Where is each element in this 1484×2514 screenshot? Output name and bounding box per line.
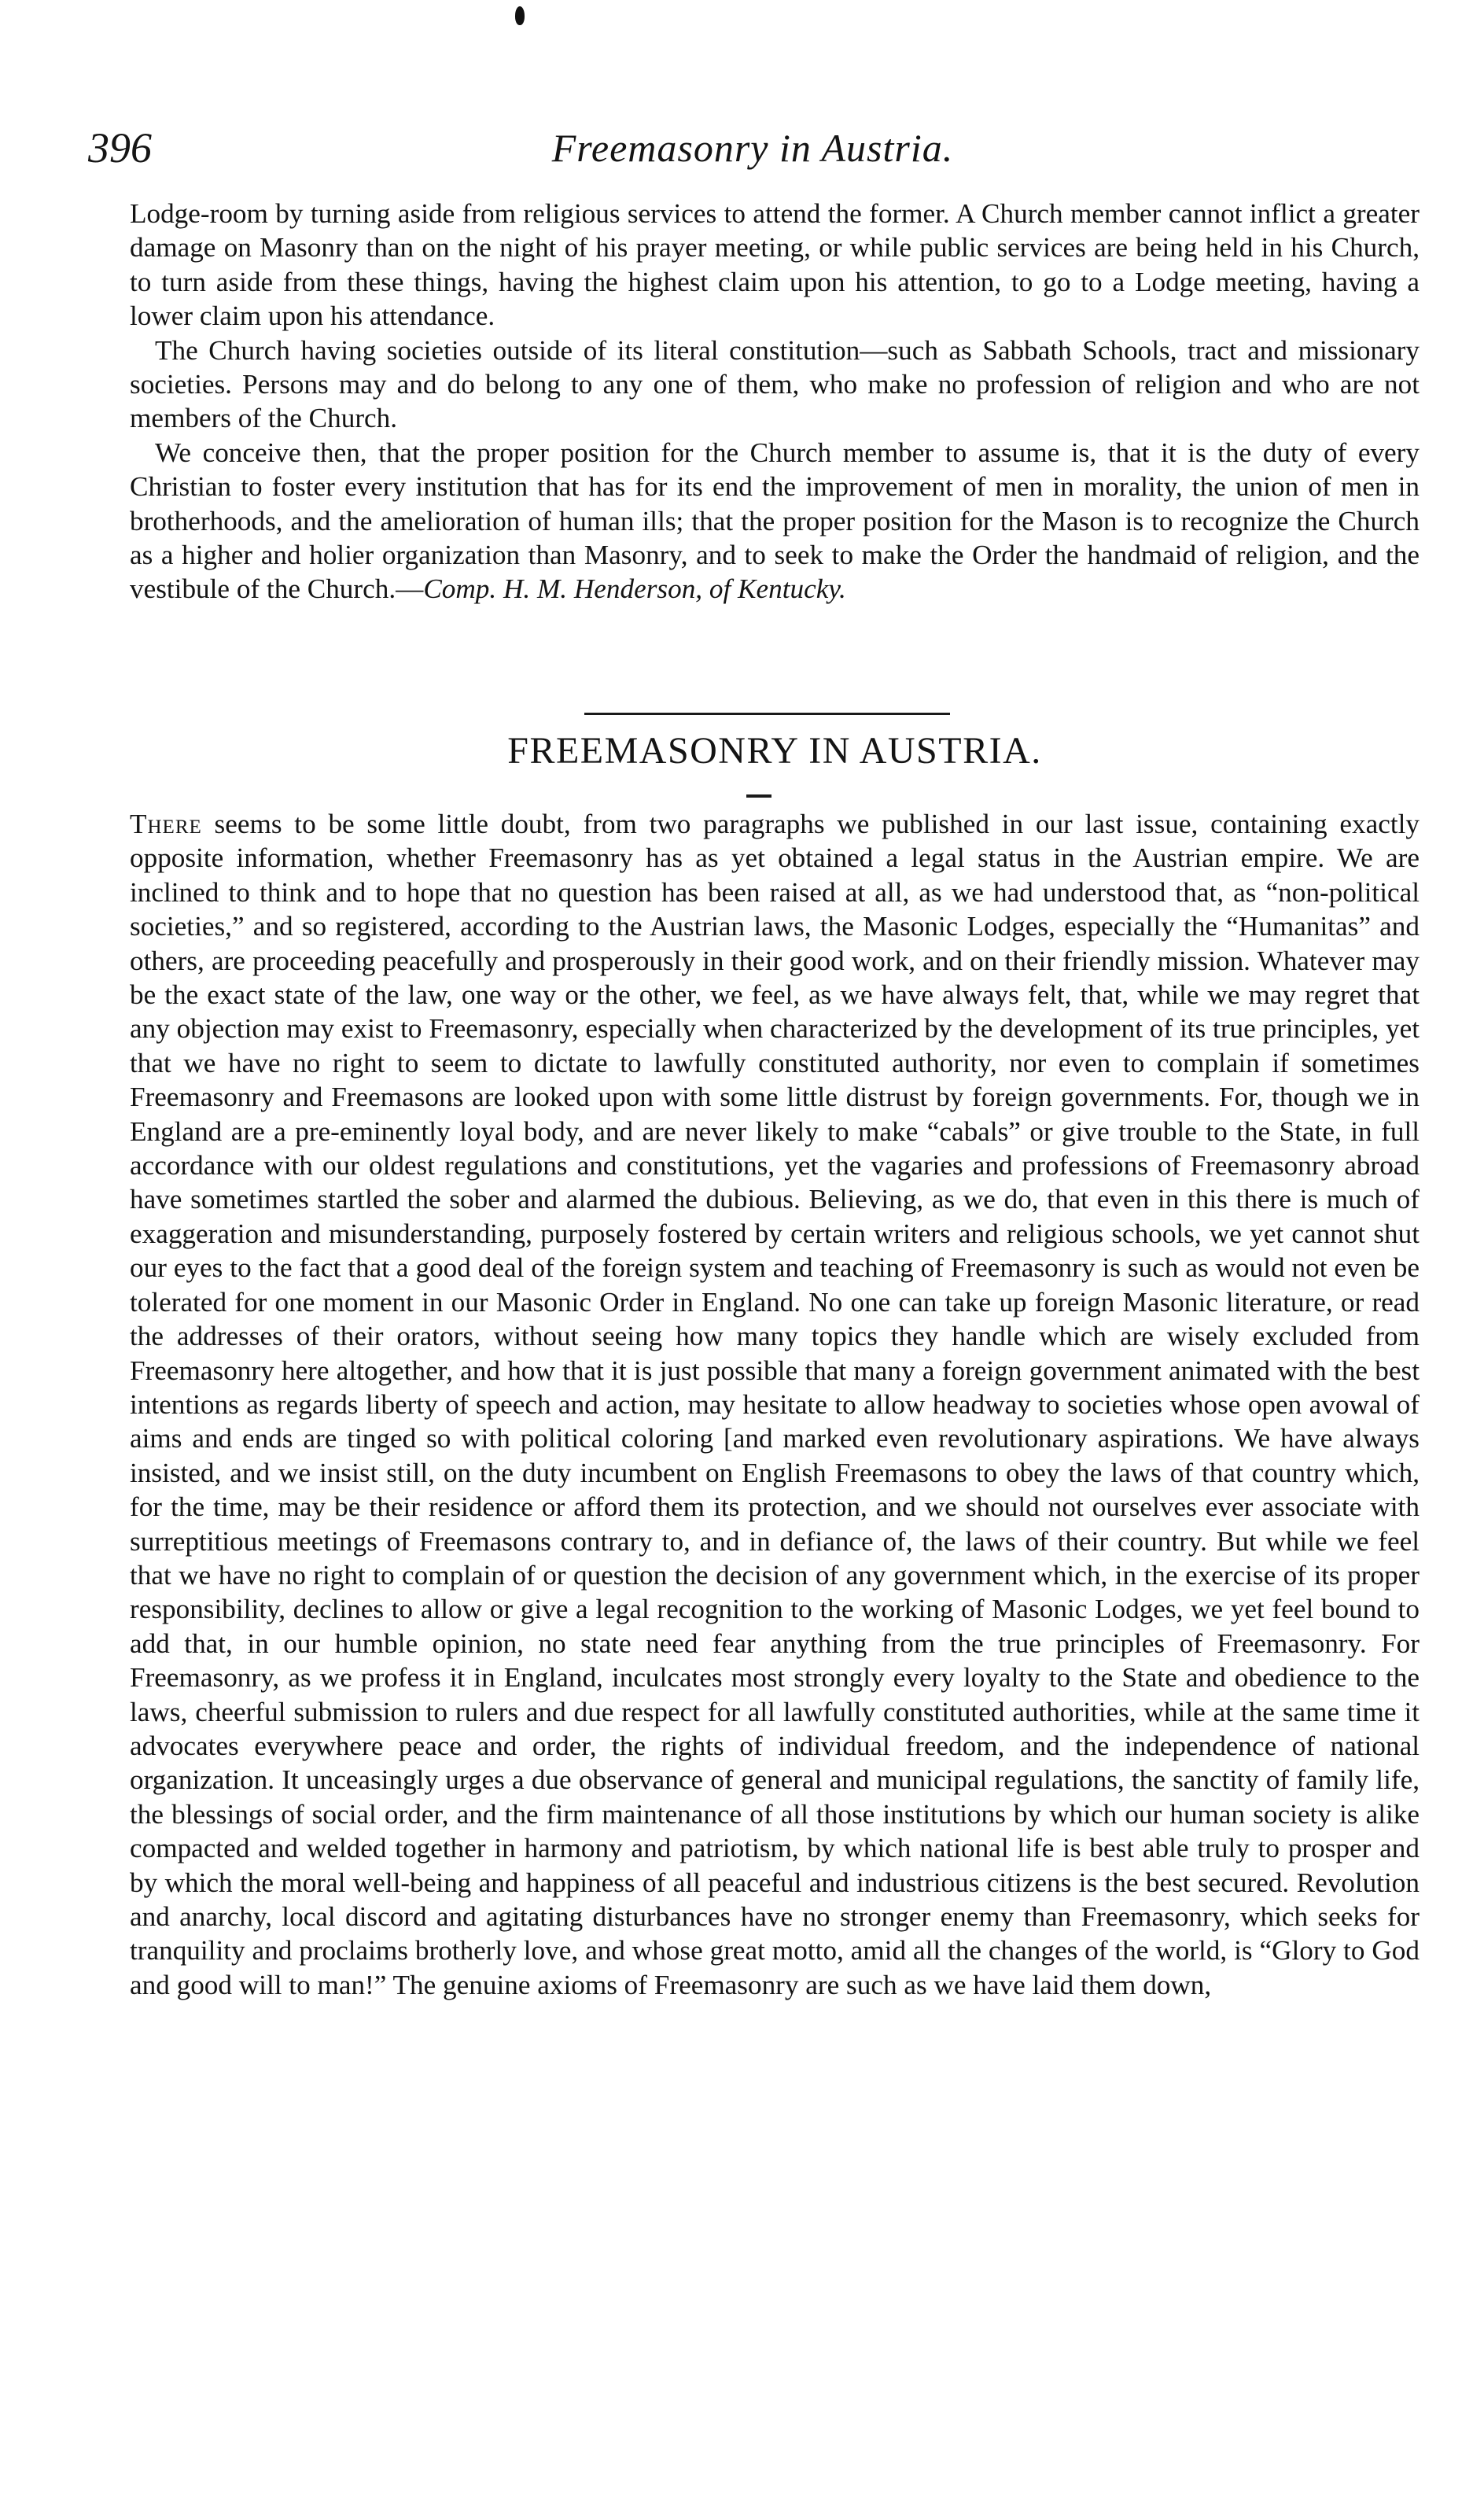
paragraph-text: seems to be some little doubt, from two paragraphs we published in our last issue, containing exactly opposite information, whether Freemasonry has as yet obtained a legal status in the Austrian empire. We are inclined to think and to hope that no question has been raised at all, as we had understood that, as “non-political societies,” and so registered, according to the Austrian laws, the Masonic Lodges, especially the “Humanitas” and others, are proceeding peacefully and prosperously in their good work, and on their friendly mission. Whatever may be the exact state of the law, one way or the other, we feel, as we have always felt, that, while we may regret that any objection may exist to Freemasonry, especially when characterized by the development of its true principles, yet that we have no right to seem to dictate to lawfully constituted authority, nor even to complain if sometimes Freemasonry and Freemasons are looked upon with some little distrust by foreign governments. For, though we in England are a pre-eminently loyal body, and are never likely to make “cabals” or give trouble to the State, in full accordance with our oldest regulations and constitutions, yet the vagaries and professions of Freemasonry abroad have sometimes startled the sober and alarmed the dubious. Believing, as we do, that even in this there is much of exaggeration and misunderstanding, purposely fostered by certain writers and religious schools, we yet cannot shut our eyes to the fact that a good deal of the foreign system and teaching of Freemasonry is such as would not even be tolerated for one moment in our Masonic Order in England. No one can take up foreign Masonic literature, or read the addresses of their orators, without seeing how many topics they handle which are wisely excluded from Freemasonry here altogether, and how that it is just possible that many a foreign government animated with the best intentions as regards liberty of speech and action, may hesitate to allow headway to societies whose open avowal of aims and ends are tinged so with political coloring [and marked even revolutionary aspirations. We have always insisted, and we insist still, on the duty incumbent on English Freemasons to obey the laws of that country which, for the time, may be their residence or afford them its protection, and we should not ourselves ever associate with surreptitious meetings of Freemasons contrary to, and in defiance of, the laws of their country. But while we feel that we have no right to complain of or question the decision of any government which, in the exercise of its proper responsibility, declines to allow or give a legal recognition to the working of Masonic Lodges, we yet feel bound to add that, in our humble opinion, no state need fear anything from the true principles of Freemasonry. For Freemasonry, as we profess it in England, inculcates most strongly every loyalty to the State and obedience to the laws, cheerful submission to rulers and due respect for all lawfully constituted authorities, while at the same time it advocates everywhere peace and order, the rights of individual freedom, and the independence of national organization. It unceasingly urges a due observance of general and municipal regulations, the sanctity of family life, the blessings of social order, and the firm maintenance of all those institutions by which our human society is alike compacted and welded together in harmony and patriotism, by which national life is best able truly to prosper and by which the moral well-being and happiness of all peaceful and industrious citizens is the best secured. Revolution and anarchy, local discord and agitating disturbances have no stronger enemy than Freemasonry, which seeks for tranquility and proclaims brotherly love, and whose great motto, amid all the changes of the world, is “Glory to God and good will to man!” The genuine axioms of Freemasonry are such as we have laid them down, bbox=[130, 809, 1420, 2000]
article-body bbox=[130, 807, 1420, 2475]
ink-mark bbox=[515, 6, 525, 25]
paragraph: Lodge-room by turning aside from religious services to attend the former. A Church member cannot inflict a greater damage on Masonry than on the night of his prayer meeting, or while public services are being held in his Church, to turn aside from these things, having the highest claim upon his attention, to go to a Lodge meeting, having a lower claim upon his attendance. bbox=[130, 198, 1420, 332]
page-number: 396 bbox=[88, 124, 152, 171]
article-title: FREEMASONRY IN AUSTRIA. bbox=[507, 730, 1042, 772]
title-dash bbox=[746, 794, 771, 798]
opening-word: There bbox=[130, 809, 202, 839]
running-head bbox=[88, 123, 1417, 173]
paragraph: We conceive then, that the proper position for the Church member to assume is, that it is the duty of every Christian to foster every institution that has for its end the improvement of men in morality, the union of men in brotherhoods, and the amelioration of human ills; that the proper position for the Mason is to recognize the Church as a higher and holier organization than Masonry, and to seek to make the Order the handmaid of religion, and the vestibule of the Church.— bbox=[130, 437, 1420, 605]
paragraph bbox=[130, 807, 1420, 2002]
running-title: Freemasonry in Austria. bbox=[551, 126, 954, 170]
section-divider bbox=[584, 713, 950, 715]
previous-article bbox=[130, 197, 1420, 606]
author-signature: Comp. H. M. Henderson, of Kentucky. bbox=[423, 573, 846, 605]
paragraph: The Church having societies outside of its literal constitution—such as Sabbath Schools, tract and missionary societies. Persons may and do belong to any one of them, who make no profession of religion and who are not members of the Church. bbox=[130, 334, 1420, 434]
paragraph-with-signature bbox=[130, 436, 1420, 606]
